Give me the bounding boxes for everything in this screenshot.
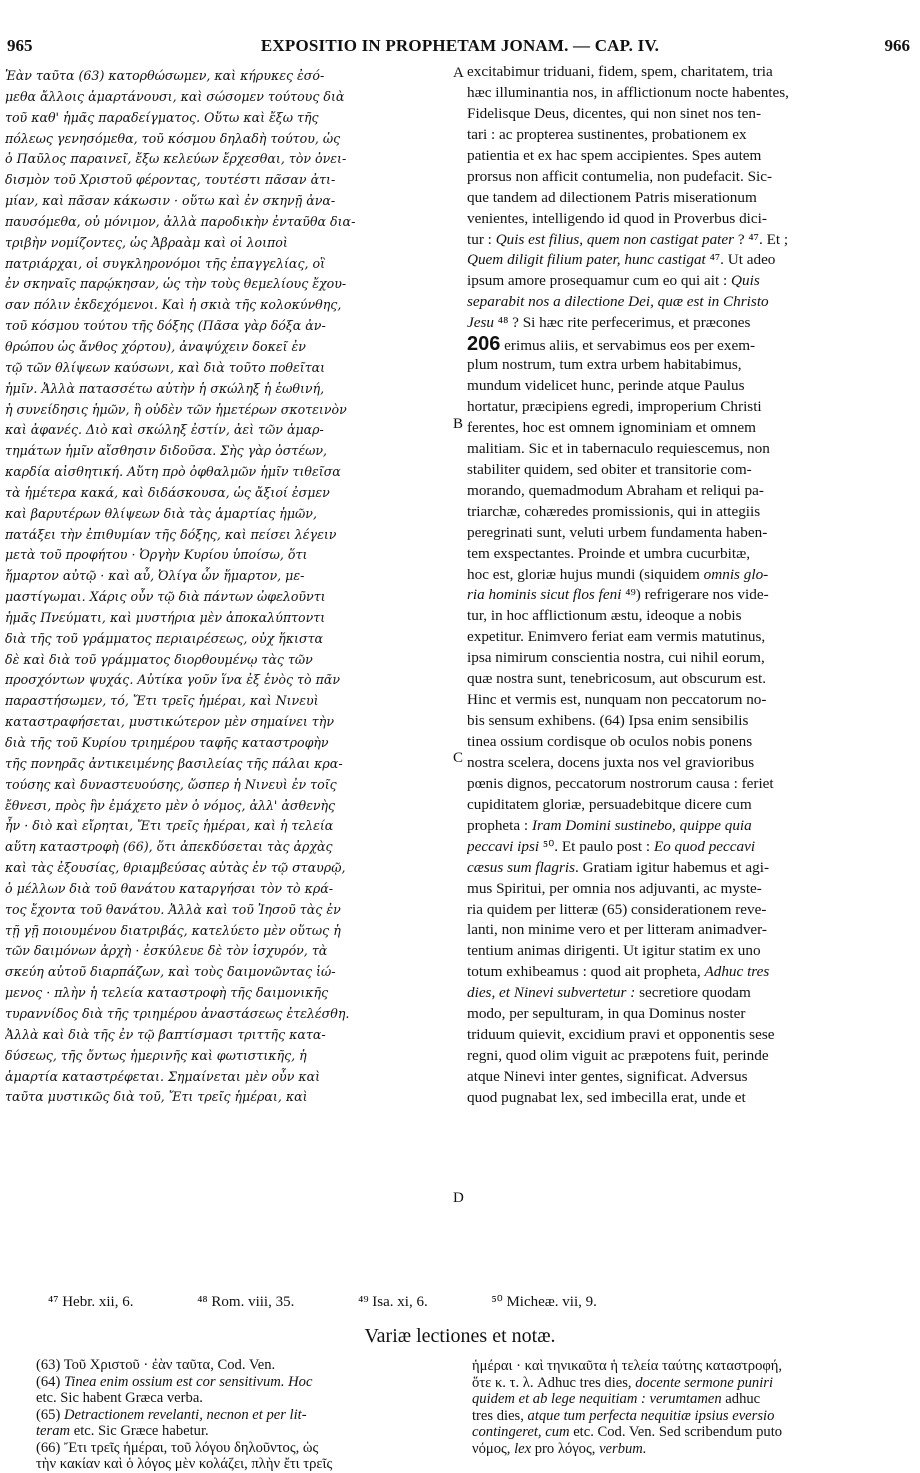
greek-column (5, 66, 457, 1108)
running-title: EXPOSITIO IN PROPHETAM JONAM. — CAP. IV. (260, 36, 660, 55)
note-line (36, 1423, 456, 1440)
greek-line: δὲ καὶ διὰ τοῦ γράμματος διορθουμένῳ τὰς τῶν (5, 651, 313, 667)
latin-text: propheta : (467, 816, 532, 834)
latin-text: expetitur. Enimvero feriat eam vermis matutinus, (467, 628, 766, 646)
latin-quote: Iram Domini sustinebo, quippe quia (531, 816, 752, 834)
note-line (472, 1358, 912, 1375)
latin-text: Fidelisque Deus, dicentes, qui non sinet nos ten- (467, 104, 762, 122)
latin-text: totum exhibeamus : quod ait propheta, (467, 963, 705, 981)
latin-text: ⁴⁷. Ut adeo (705, 251, 776, 269)
latin-line (467, 481, 915, 502)
note-text: νόμος, (472, 1440, 515, 1457)
latin-text: triarchæ, cohæredes promissionis, qui in attegiis (467, 502, 761, 520)
latin-line (467, 355, 915, 376)
note-italic: contingeret, cum (472, 1424, 570, 1440)
latin-line (467, 648, 915, 669)
latin-line (467, 146, 915, 167)
latin-line (467, 1025, 915, 1046)
greek-line: τῇ γῇ ποιουμένου διατριβάς, κατελύετο μὲν οὕτως ἡ (5, 922, 341, 938)
latin-line (467, 962, 915, 983)
greek-line: θρώπου ὡς ἄνθος χόρτου), ἀναψύχειν δοκεῖ ἐν (5, 338, 306, 354)
notes-right-column (472, 1358, 912, 1457)
latin-line (467, 376, 915, 397)
note-text: adhuc (721, 1391, 761, 1407)
latin-line (467, 565, 915, 586)
latin-line (467, 439, 915, 460)
note-italic: lex (514, 1440, 532, 1457)
footnotes (48, 1292, 908, 1311)
latin-quote: Quis (731, 272, 760, 290)
running-head (0, 36, 920, 58)
note-text: (65) (36, 1406, 64, 1423)
greek-line: καὶ βαρυτέρων θλίψεων διὰ τὰς ἁμαρτίας ἡμῶν, (5, 505, 317, 521)
latin-text: tentium animas dirigenti. Ut igitur statim ex uno (467, 942, 761, 960)
greek-line: ἥμαρτον αὐτῷ · καὶ αὖ, Ὀλίγα ὧν ἥμαρτον, με- (5, 568, 305, 584)
latin-text: secretiore quodam (635, 984, 751, 1002)
latin-line (467, 690, 915, 711)
latin-quote: peccavi ipsi (467, 837, 540, 855)
latin-line (467, 753, 915, 774)
latin-text: que tandem ad dilectionem Patris miserationum (467, 188, 757, 206)
latin-line (467, 1004, 915, 1025)
greek-line: πατριάρχαι, οἱ συγκληρονόμοι τῆς ἐπαγγελίας, οἳ (5, 255, 326, 271)
latin-line (467, 544, 915, 565)
note-text: τὴν κακίαν καὶ ὁ λόγος μὲν κολάζει, πλὴν ἔτι τρεῖς (36, 1456, 333, 1472)
note-italic: quidem et ab lege nequitiam : verumtamen (472, 1391, 722, 1407)
greek-line: ὁ μέλλων διὰ τοῦ θανάτου καταργήσαι τὸν τὸ κρά- (5, 880, 334, 896)
greek-line: τοῦ κόσμου τούτου τῆς δόξης (Πᾶσα γὰρ δόξα ἀν- (5, 318, 326, 334)
latin-line (467, 774, 915, 795)
latin-text: ⁴⁸ ? Si hæc rite perfecerimus, et præcones (494, 314, 751, 332)
note-line (472, 1441, 912, 1458)
latin-text: erimus aliis, et servabimus eos per exem- (500, 337, 756, 355)
latin-text: triduum quievit, excidium pravi et opponentis sese (467, 1026, 775, 1044)
note-text: (63) Τοῦ Χριστοῦ · ἐὰν ταῦτα, Cod. Ven. (36, 1357, 276, 1373)
latin-text: prorsus non afficit contumelia, non pudefacit. Sic- (467, 167, 773, 185)
greek-line: ἦν · διὸ καὶ εἴρηται, Ἔτι τρεῖς ἡμέραι, καὶ ἡ τελεία (5, 818, 334, 834)
latin-text: ⁵⁰. Et paulo post : (539, 837, 654, 855)
note-line (472, 1408, 912, 1425)
latin-text: hæc illuminantia nos, in afflictionum nocte habentes, (467, 83, 789, 101)
greek-line: τῷ τῶν θλίψεων καύσωνι, καὶ διὰ τοῦτο ποθεῖται (5, 359, 326, 375)
latin-text: . Gratiam igitur habemus et agi- (575, 858, 770, 876)
latin-text: ipsum amore prosequamur cum eo qui ait : (467, 272, 732, 290)
greek-line: πόλεως γενησόμεθα, τοῦ κόσμου δηλαδὴ τούτου, ὡς (5, 130, 341, 146)
greek-line: δύσεως, τῆς ὄντως ἡμερινῆς καὶ φωτιστικῆς, ἡ (5, 1047, 307, 1063)
latin-line (467, 230, 915, 251)
latin-line (467, 313, 915, 334)
latin-line (467, 397, 915, 418)
greek-line: ταῦτα μυστικῶς διὰ τοῦ, Ἔτι τρεῖς ἡμέραι, καὶ (5, 1089, 308, 1105)
latin-text: ferentes, hoc est omnem ignominiam et omnem (467, 418, 756, 436)
greek-line: τῶν δαιμόνων ἀρχὴ · ἐσκύλευε δὲ τὸν ἰσχυρόν, τὰ (5, 943, 328, 959)
latin-text: excitabimur triduani, fidem, spem, charitatem, tria (467, 63, 773, 80)
latin-line (467, 125, 915, 146)
greek-line: καρδία αἰσθητική. Αὕτη πρὸ ὀφθαλμῶν ἡμῖν τιθεῖσα (5, 464, 341, 480)
latin-line (467, 334, 915, 355)
note-text: etc. Sic habent Græca verba. (36, 1390, 203, 1406)
greek-line: ἡμῖν. Ἀλλὰ πατασσέτω αὐτὴν ἡ σκώληξ ἡ ἑωθινή, (5, 380, 325, 396)
greek-line: ἡμᾶς Πνεύματι, καὶ μυστήρια μὲν ἀποκαλύπτοντι (5, 609, 326, 625)
greek-line: διὰ τῆς τοῦ γράμματος περιαιρέσεως, οὐχ ἥκιστα (5, 630, 324, 646)
latin-quote: Jesu (467, 314, 494, 332)
latin-line (467, 523, 915, 544)
latin-text: pœnis dignos, peccatorum nostrorum causa : feriet (467, 774, 774, 792)
latin-line (467, 585, 915, 606)
latin-text: tur : (467, 230, 496, 248)
latin-text: mundum videlicet hunc, perinde atque Paulus (467, 377, 745, 395)
latin-line (467, 271, 915, 292)
latin-text: nostra scelera, docens juxta nos vel gravioribus (467, 753, 755, 771)
latin-line (467, 209, 915, 230)
latin-line (467, 292, 915, 313)
greek-line: τημάτων ἡμῖν αἴσθησιν διδοῦσα. Σὴς γὰρ ὀστέων, (5, 443, 328, 459)
greek-line: παραστήσωμεν, τό, Ἔτι τρεῖς ἡμέραι, καὶ Νινευὶ (5, 693, 319, 709)
note-italic: Detractionem revelanti, necnon et per lit- (63, 1406, 307, 1423)
latin-text: ipsa nimirum conscientia nostra, cui nihil eorum, (467, 649, 765, 667)
latin-text: hoc est, gloriæ hujus mundi (siquidem (467, 565, 704, 583)
note-line (36, 1390, 456, 1407)
note-line (472, 1391, 912, 1408)
latin-line (467, 920, 915, 941)
latin-text: regni, quod olim viguit ac præpotens fuit, perinde (467, 1047, 769, 1065)
note-text: ἡμέραι · καὶ τηνικαῦτα ἡ τελεία ταύτης καταστροφή, (472, 1358, 783, 1374)
page-number-right: 966 (884, 36, 910, 55)
variae-lectiones-title: Variæ lectiones et notæ. (364, 1325, 556, 1347)
greek-line: τοῦ καθ' ἡμᾶς παραδείγματος. Οὕτω καὶ ἔξω τῆς (5, 109, 319, 125)
latin-line (467, 1088, 915, 1109)
greek-line: μετὰ τοῦ προφήτου · Ὀργὴν Κυρίου ὑποίσω, ὅτι (5, 547, 308, 563)
latin-quote: omnis glo- (703, 565, 769, 583)
latin-line (467, 983, 915, 1004)
greek-line: σκεύη αὐτοῦ διαρπάζων, καὶ τοὺς δαιμονῶντας ἰώ- (5, 964, 336, 980)
latin-line (467, 837, 915, 858)
greek-line: ἐν σκηναῖς παρῴκησαν, ὡς τὴν τοὺς θεμελίους ἔχου- (5, 276, 347, 292)
greek-line: ὁ Παῦλος παραινεῖ, ἔξω κελεύων ἔρχεσθαι, τὸν ὀνει- (5, 151, 347, 167)
latin-text: tur, in hoc afflictionum æstu, ideoque a nobis (467, 607, 742, 625)
latin-text: peregrinati sunt, veluti urbem fundamenta haben- (467, 523, 768, 541)
latin-quote: dies, et Ninevi subvertetur : (467, 984, 636, 1002)
note-text: ὅτε κ. τ. λ. Adhuc tres dies, (472, 1374, 636, 1391)
latin-text: tinea ossium cordisque ob oculos nobis ponens (467, 733, 753, 750)
greek-line: προσχόντων ψυχάς. Αὐτίκα γοῦν ἵνα ἐξ ἑνὸς τὸ πᾶν (5, 672, 341, 688)
note-text: etc. Sic Græce habetur. (70, 1423, 209, 1439)
note-italic: teram (36, 1423, 71, 1439)
latin-text: malitiam. Sic et in tabernaculo requiescemus, non (467, 439, 770, 457)
page-number-left: 965 (7, 36, 33, 55)
latin-quote: ria hominis sicut flos feni (467, 586, 622, 604)
greek-line: τος ἔχοντα τοῦ θανάτου. Ἀλλὰ καὶ τοῦ Ἰησοῦ τὰς ἐν (5, 901, 341, 917)
latin-text: tari : ac propterea sustinentes, probationem ex (467, 125, 747, 143)
note-italic: verbum. (599, 1440, 647, 1457)
greek-line: τῆς πονηρᾶς ἀντικειμένης βασιλείας τῆς πάλαι κρα- (5, 755, 343, 771)
footnote: ⁴⁸ Rom. viii, 35. (197, 1294, 295, 1310)
latin-quote: Quis est filius, quem non castigat pater (495, 230, 735, 248)
latin-text: Hinc et vermis est, nunquam non peccatorum no- (467, 691, 767, 709)
greek-line: τριβὴν νομίζοντες, ὡς Ἀβραὰμ καὶ οἱ λοιποὶ (5, 234, 288, 250)
latin-line (467, 941, 915, 962)
note-text: pro λόγος, (531, 1440, 600, 1457)
greek-line: καὶ τὰς ἐξουσίας, θριαμβεύσας αὐτὰς ἐν τῷ σταυρῷ, (5, 860, 346, 876)
latin-text: atque Ninevi inter gentes, significat. Adversus (467, 1068, 748, 1085)
footnote: ⁴⁷ Hebr. xii, 6. (48, 1294, 134, 1310)
footnote: ⁵⁰ Micheæ. vii, 9. (491, 1294, 597, 1310)
latin-text: tem exspectantes. Proinde et umbra cucurbitæ, (467, 544, 750, 562)
greek-line: σαν πόλιν ἐκδεχόμενοι. Καὶ ἡ σκιὰ τῆς κολοκύνθης, (5, 297, 342, 313)
greek-line: αὕτη καταστροφὴ (66), ὅτι ἀπεκδύσεται τὰς ἀρχὰς (5, 839, 333, 855)
latin-text: modo, per sepulturam, in qua Dominus noster (467, 1005, 746, 1023)
latin-line (467, 900, 915, 921)
latin-text: mus Spiritui, per omnia nos adjuvanti, ac myste- (467, 879, 762, 897)
note-line (36, 1374, 456, 1391)
latin-line (467, 418, 915, 439)
greek-line: πατάξει τὴν ἐπιθυμίαν τῆς δόξης, καὶ πείσει λέγειν (5, 526, 337, 542)
note-line (472, 1375, 912, 1392)
latin-line (467, 879, 915, 900)
latin-line (467, 858, 915, 879)
latin-quote: Quem diligit filium pater, hunc castigat (467, 251, 706, 269)
note-italic: docente sermone puniri (635, 1374, 774, 1391)
latin-line (467, 104, 915, 125)
note-text: etc. Cod. Ven. Sed scribendum puto (569, 1424, 783, 1440)
greek-line: μίαν, καὶ πᾶσαν κάκωσιν · οὕτω καὶ ἐν σκηνῇ ἀνα- (5, 193, 336, 209)
greek-line: καταστραφήσεται, μυστικώτερον μὲν σημαίνει τὴν (5, 714, 334, 730)
greek-line: τὰ ἡμέτερα κακά, καὶ διδάσκουσα, ὡς ἄξιοί ἐσμεν (5, 484, 330, 500)
greek-line: ἁμαρτία καταστρέφεται. Σημαίνεται μὲν οὖν καὶ (5, 1068, 321, 1084)
latin-line (467, 1067, 915, 1088)
latin-line (467, 606, 915, 627)
latin-line (467, 83, 915, 104)
note-text: (66) Ἔτι τρεῖς ἡμέραι, τοῦ λόγου δηλοῦντος, ὡς (36, 1439, 319, 1456)
greek-line: Ἐὰν ταῦτα (63) κατορθώσωμεν, καὶ κήρυκες ἐσό- (5, 68, 325, 83)
column-number: 206 (467, 334, 501, 356)
greek-line: μεθα ἄλλοις ἁμαρτάνουσι, καὶ σώσομεν τούτους διὰ (5, 88, 345, 104)
latin-line (467, 816, 915, 837)
note-italic: atque tum perfecta nequitiæ ipsius eversio (527, 1407, 775, 1424)
greek-line: δισμὸν τοῦ Χριστοῦ φέροντας, τουτέστι πᾶσαν ἀτι- (5, 172, 336, 188)
latin-line (467, 167, 915, 188)
margin-marker-a: A (453, 65, 464, 81)
latin-line (467, 669, 915, 690)
latin-text: ⁴⁹) refrigerare nos vide- (621, 586, 769, 604)
latin-text: venientes, intelligendo id quod in Proverbus dici- (467, 209, 767, 227)
latin-line (467, 795, 915, 816)
latin-column (467, 62, 915, 1109)
latin-line (467, 62, 915, 83)
greek-line: μαστίγωμαι. Χάρις οὖν τῷ διὰ πάντων ὠφελοῦντι (5, 589, 326, 605)
latin-line (467, 627, 915, 648)
note-text: (64) (36, 1373, 64, 1390)
latin-quote: separabit nos a dilectione Dei, quæ est in Christo (467, 293, 769, 311)
latin-line (467, 732, 915, 753)
latin-line (467, 188, 915, 209)
latin-text: stabiliter quidem, sed obiter et transitorie com- (467, 460, 752, 478)
greek-line: ἔθνεσι, πρὸς ἣν ἐμάχετο μὲν ὁ νόμος, ἀλλ' ἀσθενὴς (5, 797, 336, 813)
latin-text: hortatur, præcipiens egredi, improperium Christi (467, 398, 762, 415)
footnote: ⁴⁹ Isa. xi, 6. (358, 1294, 428, 1310)
latin-line (467, 502, 915, 523)
margin-marker-c: C (453, 750, 464, 766)
greek-line: τυραννίδος διὰ τῆς τριημέρου ἀναστάσεως ἐτελέσθη. (5, 1005, 350, 1021)
latin-quote: cæsus sum flagris (467, 858, 576, 876)
note-line (36, 1357, 456, 1374)
greek-line: ἡ συνείδησις ἡμῶν, ἣ οὐδὲν τῶν ἡμετέρων σκοτεινὸν (5, 401, 347, 417)
note-line (472, 1424, 912, 1441)
latin-text: quod pugnabat lex, sed imbecilla erat, unde et (467, 1088, 746, 1106)
notes-left-column (36, 1357, 456, 1473)
note-text: tres dies, (472, 1407, 528, 1424)
greek-line: διὰ τῆς τοῦ Κυρίου τριημέρου ταφῆς καταστροφὴν (5, 735, 329, 750)
greek-line: καὶ ἀφανές. Διὸ καὶ σκώληξ ἐστίν, ἀεὶ τῶν ἁμαρ- (5, 422, 324, 438)
note-italic: Tinea enim ossium est cor sensitivum. Hoc (63, 1373, 313, 1390)
note-line (36, 1456, 456, 1473)
latin-text: patientia et ex hac spem accipientes. Spes autem (467, 146, 762, 164)
greek-line: Ἀλλὰ καὶ διὰ τῆς ἐν τῷ βαπτίσμασι τριττῆς κατα- (5, 1026, 326, 1042)
latin-line (467, 250, 915, 271)
margin-marker-d: D (453, 1190, 464, 1206)
note-line (36, 1407, 456, 1424)
latin-text: lanti, non minime vero et per litteram animadver- (467, 921, 767, 939)
latin-text: ria quidem per litteræ (65) considerationem reve- (467, 900, 767, 918)
latin-quote: Eo quod peccavi (653, 837, 756, 855)
latin-line (467, 460, 915, 481)
margin-marker-b: B (453, 416, 464, 432)
greek-line: τούσης καὶ δυναστευούσης, ὥσπερ ἡ Νινευὶ ἐν τοῖς (5, 776, 337, 792)
greek-line: μενος · πλὴν ἡ τελεία καταστροφὴ τῆς δαιμονικῆς (5, 985, 329, 1001)
latin-text: cupiditatem gloriæ, persuadebitque dicere cum (467, 795, 752, 813)
latin-text: plum nostrum, tum extra urbem habitabimus, (467, 356, 742, 374)
latin-quote: Adhuc tres (704, 963, 770, 981)
latin-line (467, 1046, 915, 1067)
latin-line (467, 711, 915, 732)
greek-line: παυσόμεθα, οὐ μόνιμον, ἀλλὰ παροδικὴν ἐνταῦθα δια- (5, 213, 356, 229)
latin-text: quæ nostra sunt, tenebricosum, aut obscurum est. (467, 670, 767, 688)
latin-text: morando, quemadmodum Abraham et reliqui pa- (467, 481, 764, 499)
latin-text: ? ⁴⁷. Et ; (734, 230, 789, 248)
latin-text: bis sensum exhibens. (64) Ipsa enim sensibilis (467, 712, 749, 730)
